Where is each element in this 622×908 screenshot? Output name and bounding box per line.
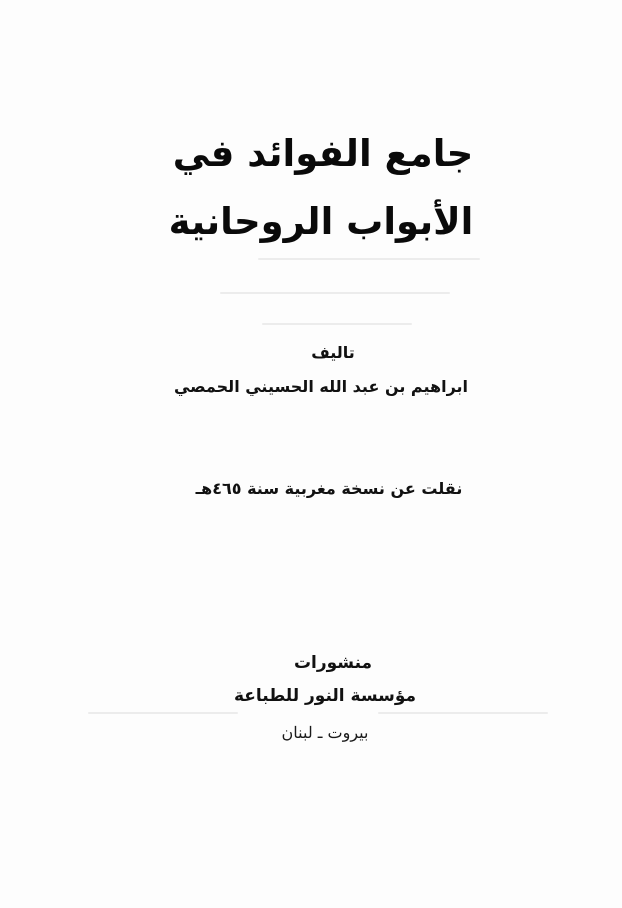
publisher-place: بيروت ـ لبنان: [281, 723, 369, 742]
bleed-through-line: [258, 258, 480, 260]
bleed-through-line: [378, 712, 548, 714]
bleed-through-line: [88, 712, 238, 714]
source-note: نقلت عن نسخة مغربية سنة ٤٦٥هـ: [195, 479, 463, 498]
publisher-name: مؤسسة النور للطباعة: [233, 686, 417, 706]
book-title-line-2: الأبواب الروحانية: [168, 200, 474, 243]
publisher-label: منشورات: [293, 653, 373, 673]
author-label: تاليف: [311, 343, 355, 362]
bleed-through-line: [262, 323, 412, 325]
book-title-line-1: جامع الفوائد في: [172, 132, 474, 175]
author-name: ابراهيم بن عبد الله الحسيني الحمصي: [173, 377, 469, 396]
bleed-through-line: [220, 292, 450, 294]
